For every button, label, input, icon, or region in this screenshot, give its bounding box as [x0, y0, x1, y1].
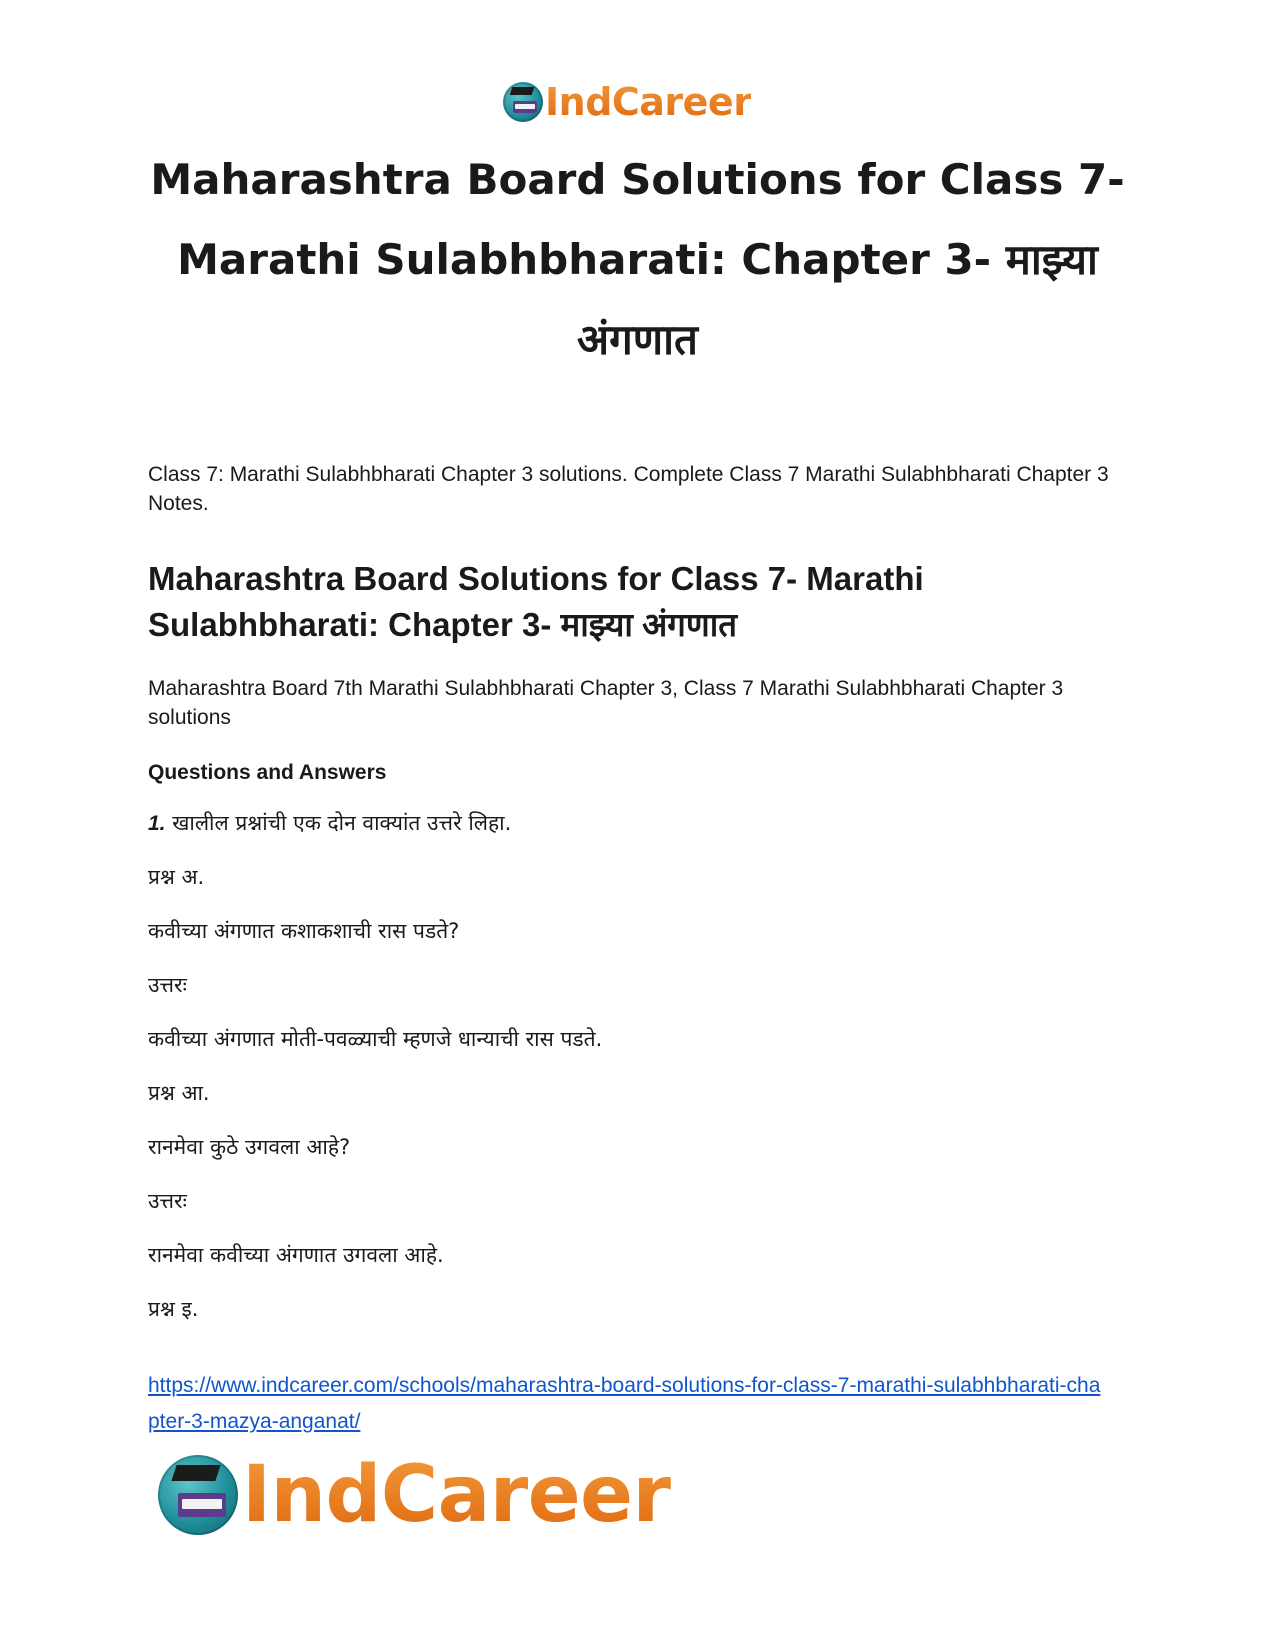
footer-logo	[158, 1450, 671, 1540]
qa-heading: Questions and Answers	[148, 761, 387, 784]
question-1	[148, 808, 511, 839]
section-subtext: Maharashtra Board 7th Marathi Sulabhbharati Chapter 3, Class 7 Marathi Sulabhbharati Chapter 3 solutions	[148, 677, 1064, 729]
title-line-1: Maharashtra Board Solutions for Class 7-	[150, 155, 1125, 204]
section-heading: Maharashtra Board Solutions for Class 7- Marathi Sulabhbharati: Chapter 3- माझ्या अंगणात	[148, 560, 924, 643]
question-b-label: प्रश्न आ.	[148, 1081, 210, 1105]
source-link[interactable]: https://www.indcareer.com/schools/maharashtra-board-solutions-for-class-7-marathi-sulabhbharati-chapter-3-mazya-anganat/	[148, 1374, 1101, 1433]
page-title	[150, 140, 1125, 380]
answer-a-label: उत्तरः	[148, 973, 187, 997]
logo-wordmark: IndCareer	[545, 80, 752, 124]
question-b-text: रानमेवा कुठे उगवला आहे?	[148, 1135, 351, 1159]
question-1-text: खालील प्रश्नांची एक दोन वाक्यांत उत्तरे लिहा.	[172, 811, 512, 835]
answer-b-text: रानमेवा कवीच्या अंगणात उगवला आहे.	[148, 1243, 444, 1267]
header-logo	[503, 80, 751, 124]
graduation-cap-book-icon	[503, 82, 543, 122]
intro-paragraph: Class 7: Marathi Sulabhbharati Chapter 3 solutions. Complete Class 7 Marathi Sulabhbharati Chapter 3 Notes.	[148, 463, 1109, 515]
graduation-cap-book-icon	[158, 1455, 238, 1535]
question-c-label: प्रश्न इ.	[148, 1297, 199, 1321]
question-number: 1.	[148, 812, 166, 835]
answer-b-label: उत्तरः	[148, 1189, 187, 1213]
question-a-label: प्रश्न अ.	[148, 865, 205, 889]
title-line-2: Marathi Sulabhbharati: Chapter 3- माझ्या	[177, 235, 1098, 284]
logo-wordmark: IndCareer	[242, 1450, 671, 1540]
title-line-3: अंगणात	[577, 315, 698, 364]
answer-a-text: कवीच्या अंगणात मोती-पवळ्याची म्हणजे धान्याची रास पडते.	[148, 1027, 603, 1051]
question-a-text: कवीच्या अंगणात कशाकशाची रास पडते?	[148, 919, 460, 943]
